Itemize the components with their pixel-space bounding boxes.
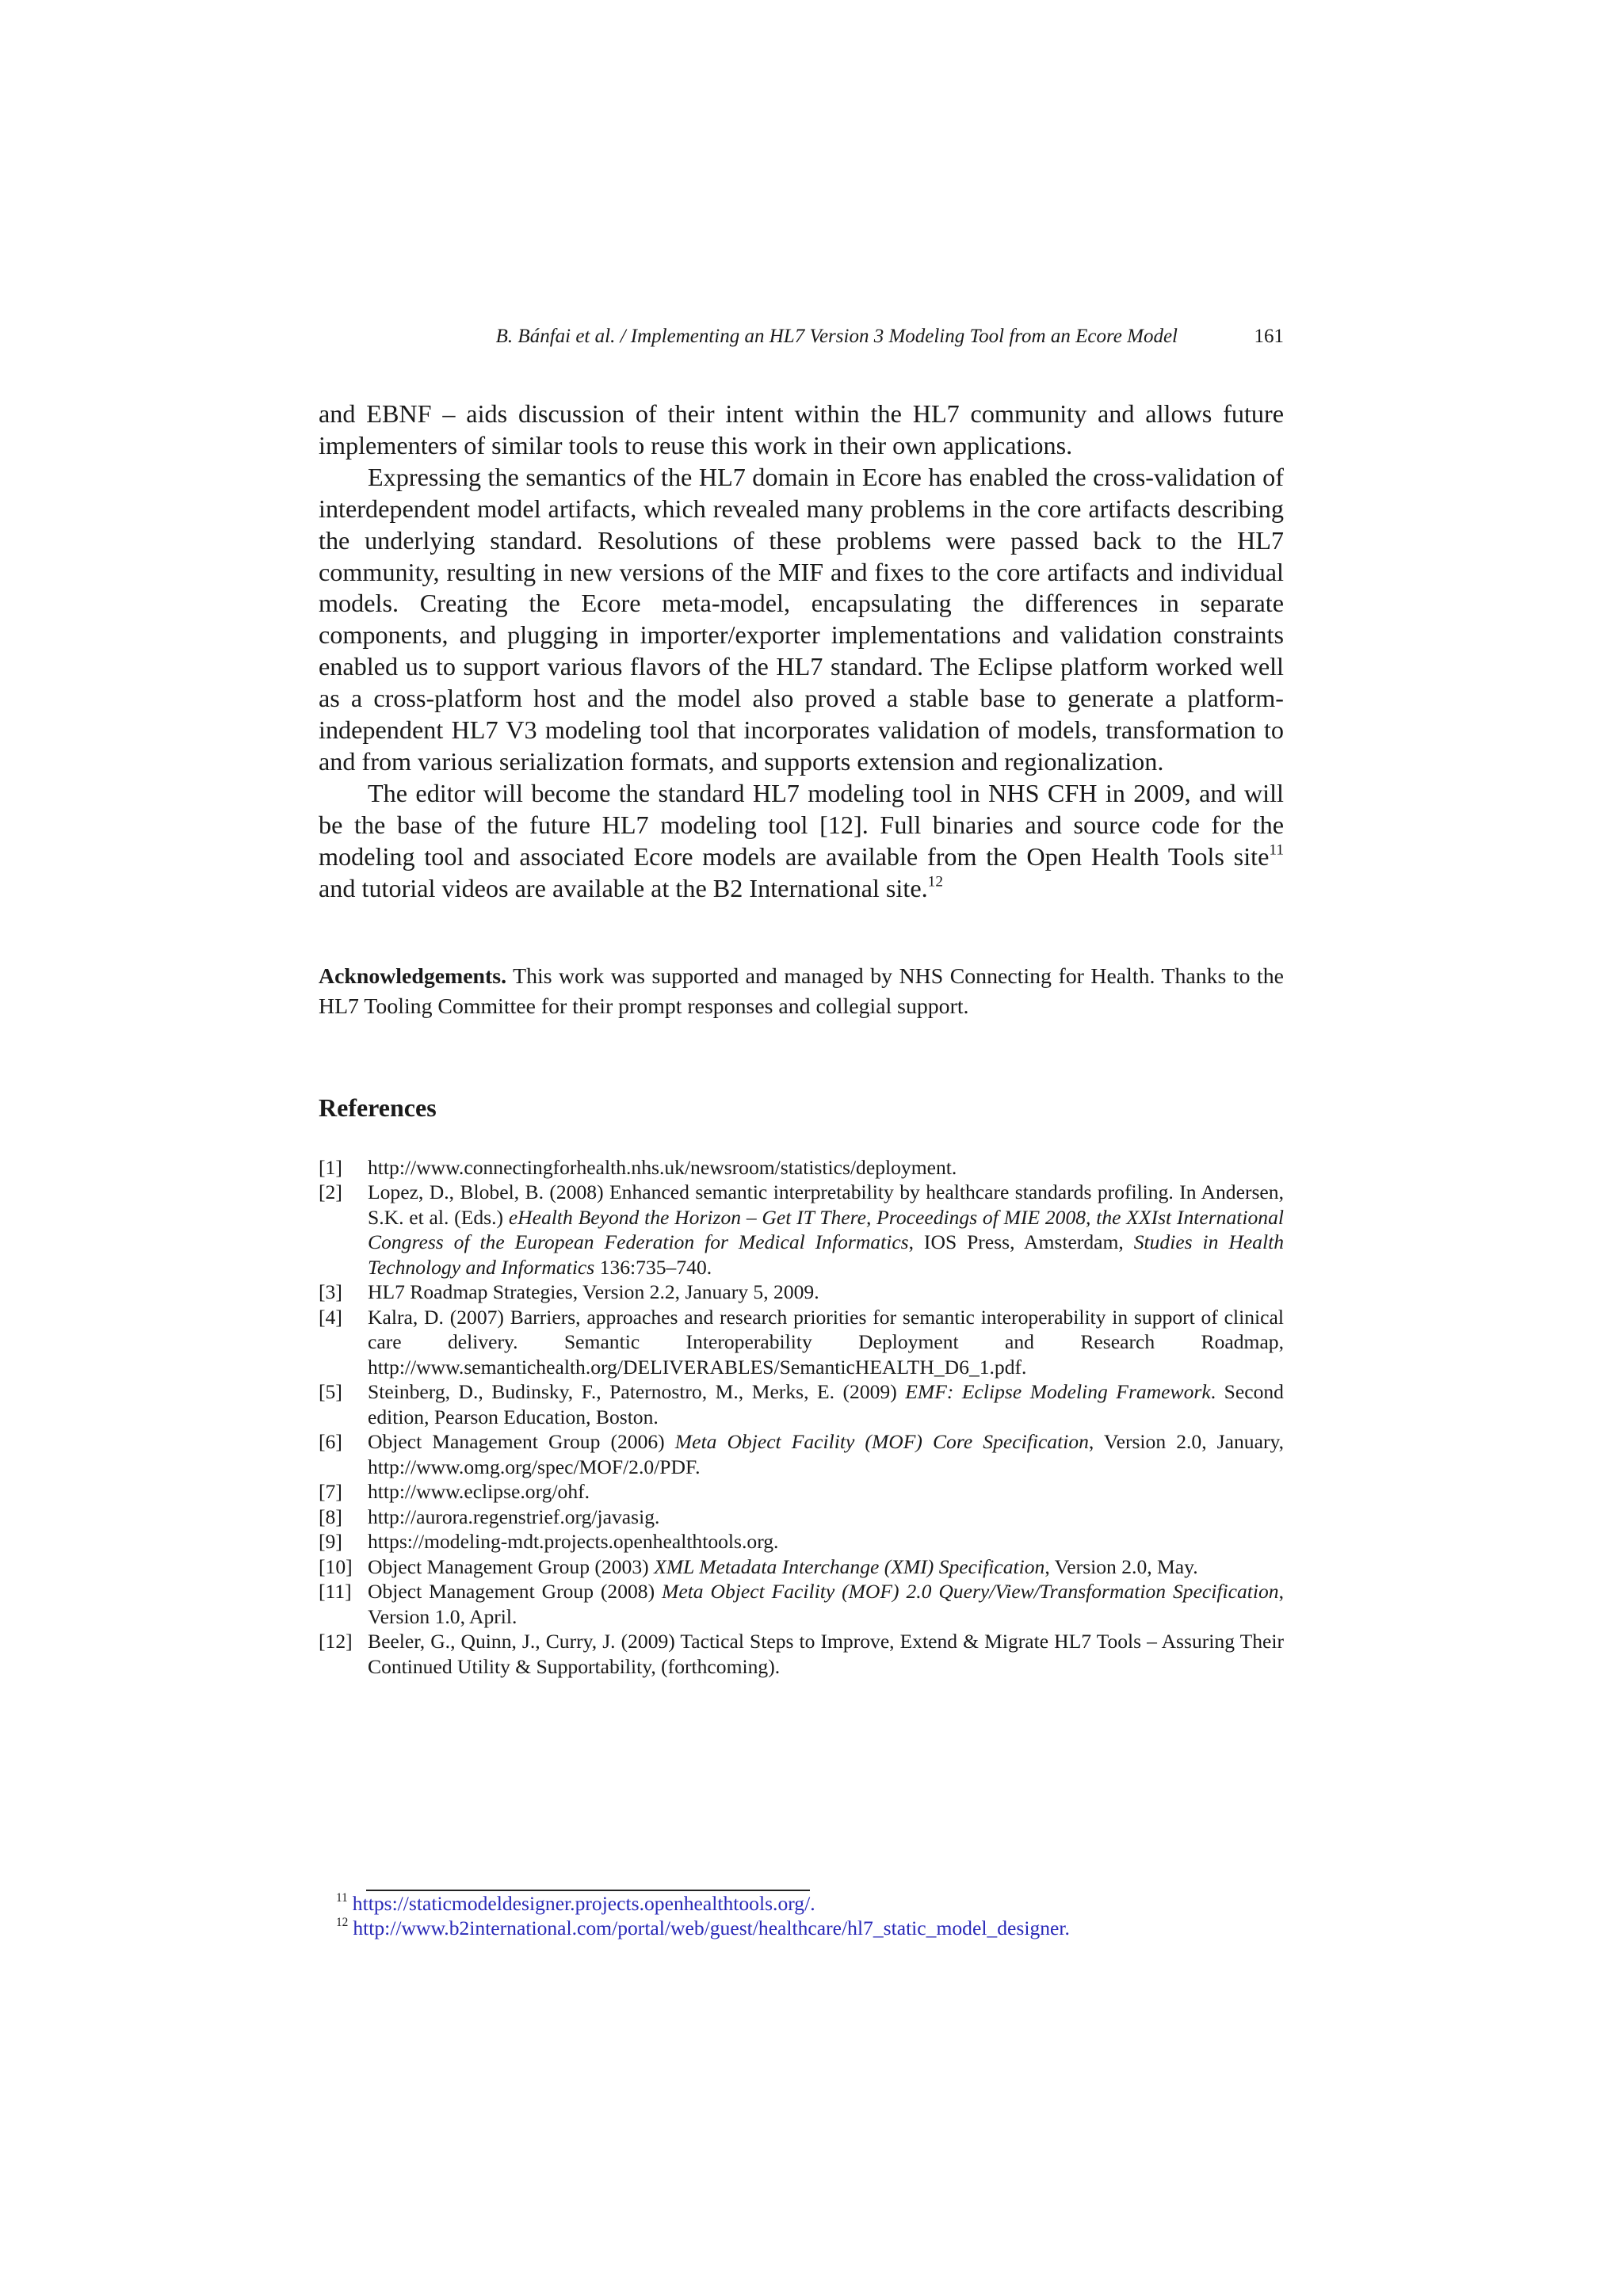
- reference-number: [2]: [319, 1180, 342, 1203]
- reference-item: [319, 1305, 1284, 1380]
- reference-title: Studies in Health Technology and Informatics: [368, 1230, 1284, 1279]
- acknowledgements-text: This work was supported and managed by NHS Connecting for Health. Thanks to the HL7 Tooling Committee for their prompt responses and collegial support.: [319, 963, 1284, 1019]
- footnote-link[interactable]: https://staticmodeldesigner.projects.openhealthtools.org/.: [352, 1892, 815, 1915]
- references-heading: References: [319, 1093, 437, 1122]
- reference-text: http://www.connectingforhealth.nhs.uk/newsroom/statistics/deployment.: [368, 1155, 957, 1179]
- footnote-12[interactable]: [336, 1916, 1284, 1940]
- reference-number: [4]: [319, 1305, 342, 1329]
- footnote-link[interactable]: http://www.b2international.com/portal/web/guest/healthcare/hl7_static_model_designer.: [353, 1917, 1070, 1939]
- acknowledgements: [319, 962, 1284, 1022]
- reference-text: Lopez, D., Blobel, B. (2008) Enhanced semantic interpretability by healthcare standards profiling. In Andersen, S.K. et al. (Eds.): [368, 1180, 1284, 1229]
- page-number: 161: [1254, 326, 1284, 347]
- reference-text: 136:735–740.: [594, 1255, 712, 1279]
- reference-text: http://www.eclipse.org/ohf.: [368, 1480, 590, 1503]
- running-title: B. Bánfai et al. / Implementing an HL7 Version 3 Modeling Tool from an Ecore Model: [495, 326, 1178, 347]
- reference-title: Meta Object Facility (MOF) 2.0 Query/View/Transformation Specification: [662, 1580, 1279, 1603]
- reference-number: [10]: [319, 1554, 353, 1578]
- reference-item: [319, 1180, 1284, 1280]
- reference-text: Kalra, D. (2007) Barriers, approaches and research priorities for semantic interoperability in support of clinical care delivery. Semantic Interoperability Deployment and Research Roadmap, http://www.semantichealth.org/DELIVERABLES/SemanticHEALTH_D6_1.pdf.: [368, 1305, 1284, 1379]
- reference-text: , Version 2.0, January, http://www.omg.org/spec/MOF/2.0/PDF.: [368, 1430, 1285, 1478]
- reference-number: [5]: [319, 1380, 342, 1403]
- reference-text: Steinberg, D., Budinsky, F., Paternostro, M., Merks, E. (2009): [368, 1380, 906, 1403]
- running-header: [319, 317, 1284, 357]
- paragraph-3: [319, 778, 1284, 905]
- reference-title: Meta Object Facility (MOF) Core Specification: [674, 1430, 1089, 1453]
- reference-text: Object Management Group (2008): [368, 1580, 663, 1603]
- acknowledgements-heading: Acknowledgements.: [319, 963, 507, 989]
- reference-item: [319, 1554, 1284, 1580]
- reference-item: [319, 1429, 1284, 1479]
- reference-item: [319, 1629, 1284, 1679]
- paragraph-3-text-b: and tutorial videos are available at the B2 International site.: [319, 873, 928, 902]
- reference-item: [319, 1529, 1284, 1554]
- paragraph-1: and EBNF – aids discussion of their intent within the HL7 community and allows future implementers of similar tools to reuse this work in their own applications.: [319, 399, 1284, 460]
- footnotes: [319, 1890, 1284, 1940]
- reference-item: [319, 1505, 1284, 1530]
- reference-number: [9]: [319, 1530, 342, 1553]
- reference-text: HL7 Roadmap Strategies, Version 2.2, January 5, 2009.: [368, 1280, 819, 1303]
- reference-number: [6]: [319, 1430, 342, 1453]
- footnote-number: 12: [336, 1916, 349, 1930]
- reference-number: [7]: [319, 1480, 342, 1503]
- reference-title: eHealth Beyond the Horizon – Get IT There, Proceedings of MIE 2008, the XXIst International Congress of the European Federation for Medical Informatics: [368, 1205, 1284, 1253]
- reference-item: [319, 1155, 1284, 1180]
- paragraph-3-text-a: The editor will become the standard HL7 modeling tool in NHS CFH in 2009, and will be the base of the future HL7 modeling tool [12]. Full binaries and source code for the modeling tool and associated Ecore models are available from the Open Health Tools site: [319, 778, 1284, 871]
- reference-text: Object Management Group (2003): [368, 1554, 655, 1578]
- reference-text: , IOS Press, Amsterdam,: [908, 1230, 1134, 1253]
- reference-item: [319, 1280, 1284, 1305]
- paragraph-2: Expressing the semantics of the HL7 domain in Ecore has enabled the cross-validation of interdependent model artifacts, which revealed many problems in the core artifacts describing the underlying standard. Resolutions of these problems were passed back to the HL7 community, resulting in new versions of the MIF and fixes to the core artifacts and individual models. Creating the Ecore meta-model, encapsulating the differences in separate components, and plugging in importer/exporter implementations and validation constraints enabled us to support various flavors of the HL7 standard. The Eclipse platform worked well as a cross-platform host and the model also proved a stable base to generate a platform-independent HL7 V3 modeling tool that incorporates validation of models, transformation to and from various serialization formats, and supports extension and regionalization.: [319, 462, 1284, 776]
- reference-title: XML Metadata Interchange (XMI) Specification: [654, 1554, 1045, 1578]
- references-list: [319, 1155, 1284, 1680]
- reference-text: http://aurora.regenstrief.org/javasig.: [368, 1505, 660, 1528]
- reference-title: EMF: Eclipse Modeling Framework: [905, 1380, 1211, 1403]
- reference-number: [12]: [319, 1630, 353, 1653]
- reference-item: [319, 1479, 1284, 1505]
- reference-text: . Second edition, Pearson Education, Boston.: [368, 1380, 1284, 1428]
- reference-number: [1]: [319, 1155, 342, 1179]
- reference-text: https://modeling-mdt.projects.openhealthtools.org.: [368, 1530, 779, 1553]
- reference-text: Object Management Group (2006): [368, 1430, 675, 1453]
- reference-item: [319, 1379, 1284, 1429]
- reference-item: [319, 1579, 1284, 1629]
- page-content: [319, 317, 1284, 1699]
- reference-number: [11]: [319, 1580, 352, 1603]
- footnote-ref-12[interactable]: 12: [927, 873, 943, 891]
- reference-text: , Version 1.0, April.: [368, 1580, 1284, 1628]
- reference-text: , Version 2.0, May.: [1044, 1554, 1198, 1578]
- reference-number: [8]: [319, 1505, 342, 1528]
- reference-number: [3]: [319, 1280, 342, 1303]
- body-text: [319, 399, 1284, 905]
- footnote-11[interactable]: [336, 1891, 1284, 1916]
- reference-text: Beeler, G., Quinn, J., Curry, J. (2009) Tactical Steps to Improve, Extend & Migrate HL7 Tools – Assuring Their Continued Utility & Supportability, (forthcoming).: [368, 1630, 1284, 1678]
- footnote-number: 11: [336, 1891, 348, 1905]
- footnote-ref-11[interactable]: 11: [1269, 841, 1284, 859]
